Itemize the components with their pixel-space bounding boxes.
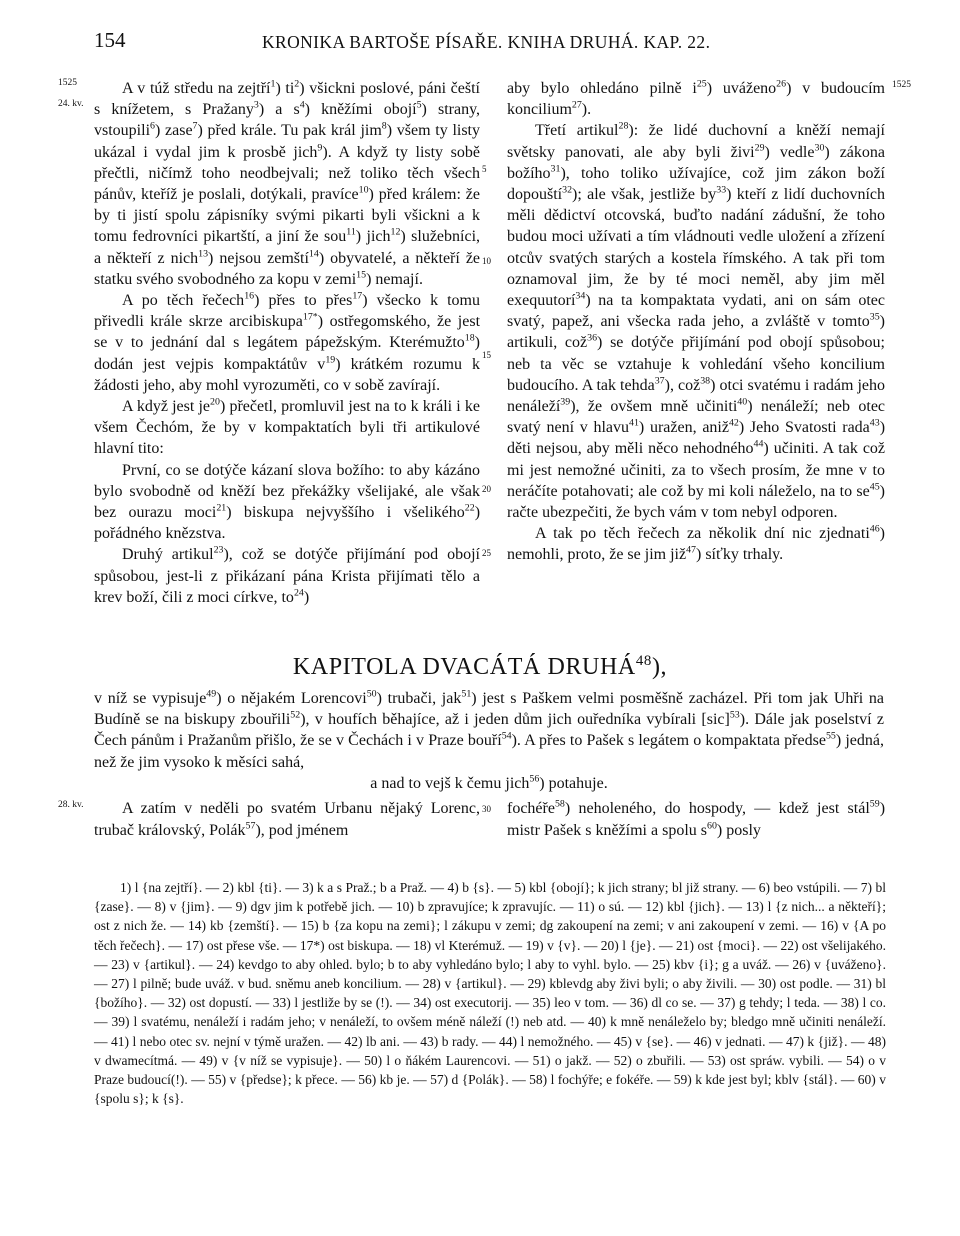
line-number: 10	[482, 256, 491, 266]
page-number: 154	[94, 28, 126, 52]
paragraph: Druhý artikul$^{23}$), což se dotýče přijímání pod obojí spůsobou, jest-li z přikázaní pána Krista přijímati tělo a krev boží, čili z moci církve, $to^{24}$)	[94, 545, 480, 606]
margin-date-left: 24. kv.	[58, 99, 84, 109]
line-number: 30	[482, 804, 491, 814]
line-number: 25	[482, 548, 491, 558]
paragraph: Třetí artikul$^{28}$): že lidé duchovní a kněží nemají světsky panovati, ale aby byli živi$^{29}$) vedle$^{30}$) zákona božího$^{31}$), toho toliko užívajíce, což jim zákon boží dopouští$^{32}$); ale však, jestliže $by^{33}$) kteří z lidí duchovních měli dědictví otcovská, buďto nadání zádušní, že toho budou moci užívati a tím vládnouti vedle uložení a zřízení otcův svatých starých a kostela římského. A tak při tom oznamoval jim, že by té moci neměl, aby jim měl exequutorí$^{34}$) na ta kompaktata vydati, ani on sám otec svatý, papež, ani všecka rada jeho, a zvláště v tomto$^{35}$) artikuli, což$^{36}$) se dotýče přijímání pod obojí spůsobou; neb ta věc se vztahuje k vohledání všeho koncilium budoucího. A tak tehda$^{37}$), což$^{38}$) otci svatému i radám jeho nenáleží$^{39}$), že ovšem mně učiniti$^{40}$) nenáleží; neb otec svatý není v hlavu$^{41}$) uražen, aniž$^{42}$) Jeho Svatosti rada$^{43}$) děti nejsou, aby měli něco nehodného$^{44}$) učiniti. A tak což mi jest nemožné učiniti, za to všech prosím, že mne v to neráčíte potahovati; ale což by mi koli náleželo, na to $se^{45}$) račte ubezpečiti, že bych vám v tom nebyl odporen.	[507, 121, 886, 522]
right-column	[507, 78, 885, 566]
page-header	[0, 28, 960, 58]
line-number: 15	[482, 350, 491, 360]
line-number: 20	[482, 484, 491, 494]
chapter-summary: v níž se vypisuje$^{49}$) o nějakém Lorencovi$^{50}$) trubači, jak$^{51}$) jest s Paškem velmi posměšně zacházel. Při tom jak Uhři na Budíně se na biskupy zbouřili$^{52}$), v houfích běhajíce, až i jeden dům jich ouředníka vybírali [sic]$^{53}$). Dále jak poselství z Čech pánům i Pražanům přišlo, že se v Čechách i v Praze bouří$^{54}$). A přes to Pašek s legátem o kompaktata předse$^{55}$) jedná, než že jim vysoko k měsíci sahá, a nad to vejš k čemu jich$^{56}$) potahuje.	[94, 688, 885, 792]
footnotes	[94, 878, 886, 1108]
paragraph: fochéře$^{58}$) neholeného, do hospody, — kdež jest stál$^{59}$) mistr Pašek s kněžími a spolu $s^{60}$) posly	[507, 798, 886, 839]
paragraph: A zatím v neděli po svatém Urbanu nějaký Lorenc, trubač královský, Polák$^{57}$), pod jménem	[94, 800, 480, 839]
running-head: KRONIKA BARTOŠE PÍSAŘE. KNIHA DRUHÁ. KAP. 22.	[262, 32, 711, 52]
paragraph: A když jest $je^{20}$) přečetl, promluvil jest na to k králi i ke všem Čechóm, že by v kompaktatích byli tři artikulové hlavní tito:	[94, 396, 481, 458]
paragraph: A po těch řečech$^{16}$) přes to přes$^{17}$) všecko k tomu přivedli krále skrze arcibiskupa$^{17*}$) ostřegomského, že jest se v to jednání dal s legátem pápežským. Kterémužto$^{18}$) dodán jest vejpis kompaktátův $v^{19}$) krátkém rozumu k žádosti jeho, aby mohl vyrozuměti, co v sobě zavírají.	[94, 290, 481, 394]
margin-date-lower: 28. kv.	[58, 800, 84, 810]
paragraph: A v túž středu na zejtří$^1$) $ti^2$) všickni poslové, páni čeští s knížetem, s Pražany$^3$) a $s^4$) kněžími obojí$^5$) strany, vstoupili$^6$) zase$^7$) před krále. Tu pak král jim$^8$) všem ty listy ukázal i vydal jim k prosbě jich$^9$). A když ty listy sobě přečtli, ničímž toho neodbejvali; než toliko těch všech pánův, kteříž je poslali, dotýkali, pravíce$^{10}$) před králem: že by ti jistí spolu zápisníky svými pikarti byli všickni a k tomu fedrovníci pikartští, a jiní že sou$^{11}$) jich$^{12}$) služebníci, a někteří z nich$^{13}$) nejsou zemští$^{14}$) obyvatelé, a někteří že statku svého svobodného za kopu v zemi$^{15}$) nemají.	[94, 78, 481, 288]
chapter-title: KAPITOLA DVACÁTÁ DRUHÁ$^{48}$),	[292, 653, 668, 680]
margin-year-left: 1525	[58, 78, 77, 88]
paragraph: První, co se dotýče kázaní slova božího: to aby kázáno bylo svobodně od kněží bez překážky všelijaké, ale však bez ourazu moci$^{21}$) biskupa nejvyššího i všelikého$^{22}$) pořádného knězstva.	[94, 461, 481, 543]
margin-year-right: 1525	[892, 80, 911, 90]
left-column	[94, 78, 480, 608]
footnote-text: 1) l {na zejtří}. — 2) kbl {ti}. — 3) k a s Praž.; b a Praž. — 4) b {s}. — 5) kbl {obojí}; k jich strany; bl již strany. — 6) beo vstúpili. — 7) bl {zase}. — 8) v {jim}. — 9) dgv jim k potřebě jich. — 10) b zpravujíce; k zpravujíc. — 11) o sú. — 12) kbl {jich}. — 13) l {z nich... a někteří}; ost z nich že. — 14) kb {zemští}. — 15) b {za kopu na zemi}; l zákupu v zemi; dg zakoupení na zemi; v ani zakoupení v zemi. — 16) v {A po těch řečech}. — 17) ost přese vše. — 17*) ost biskupa. — 18) vl Kterémuž. — 19) v {v}. — 20) l {je}. — 21) ost {moci}. — 22) ost všelijakého. — 23) v {artikul}. — 24) kevdgo to aby ohled. bylo; b to aby vyhledáno bylo; l aby to vyhl. bylo. — 25) kbv {i}; g a uváž. — 26) v {uváženo}. — 27) l pilně; bude uváž. v bud. sněmu aneb koncilium. — 28) v {artikul}. — 29) kblevdg aby živi byli; o aby živili. — 30) ost podle. — 31) bl {božího}. — 32) ost dopustí. — 33) l jestliže by se (!). — 34) ost executorij. — 35) leo v tom. — 36) dl co se. — 37) g tehdy; l teda. — 38) l co. — 39) l svatému, nenáleží i radám jeho; v nenáleží, to ovšem méně náleží (!) neb atd. — 40) k mně nenáleželo by; bledgo mně učiniti nenáleží. — 41) l nebo otec sv. nejní v týmě uražen. — 42) lb ani. — 43) b rady. — 44) l nemožného. — 45) v {se}. — 46) v jednati. — 47) k {již}. — 48) v dwamecítmá. — 49) v {v níž se vypisuje}. — 50) l o ňákém Laurencovi. — 51) o jakž. — 52) o zbuřili. — 53) ost spráw. vybili. — 54) o v Praze budoucí(!). — 55) v {předse}; k přece. — 56) kb je. — 57) d {Polák}. — 58) l fochýře; e fokéře. — 59) k kde jest byl; kblv {stál}. — 60) v {spolu s}; k {s}.	[94, 880, 886, 1107]
paragraph: aby bylo ohledáno pilně $i^{25}$) uváženo$^{26}$) v budoucím koncilium$^{27}$).	[507, 78, 885, 119]
line-number: 5	[482, 164, 487, 174]
paragraph: A tak po těch řečech za několik dní nic zjednati$^{46}$) nemohli, proto, že se jim již$^{47}$) síťky trhaly.	[507, 523, 885, 564]
